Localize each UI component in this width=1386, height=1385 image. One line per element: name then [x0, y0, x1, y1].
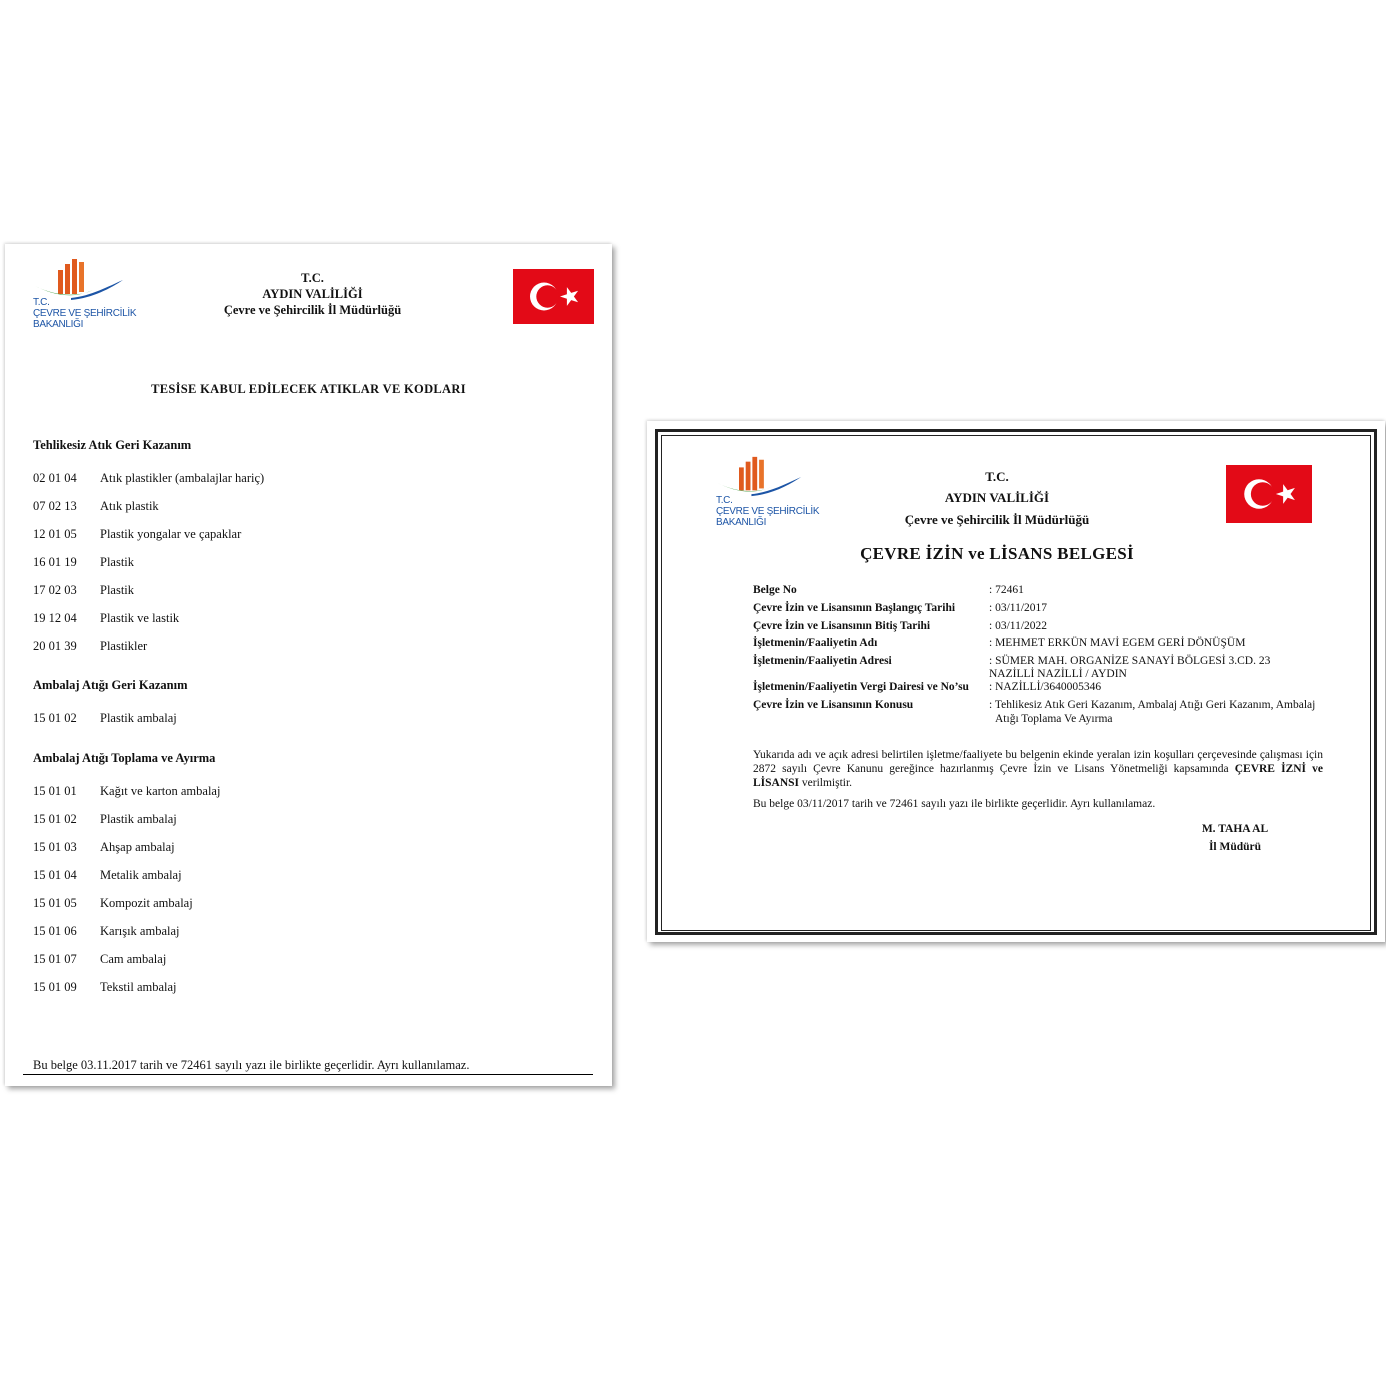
- list-item: [33, 952, 166, 967]
- section-title: Tehlikesiz Atık Geri Kazanım: [33, 438, 192, 452]
- logo-caption-ministry: ÇEVRE VE ŞEHİRCİLİK: [33, 308, 137, 319]
- certificate-validity-note: Bu belge 03/11/2017 tarih ve 72461 sayılı yazı ile birlikte geçerlidir. Ayrı kullanılamaz.: [753, 798, 1156, 810]
- list-item: [33, 840, 175, 855]
- waste-name: Plastikler: [100, 639, 148, 653]
- waste-name: Metalik ambalaj: [100, 868, 182, 882]
- waste-name: Atık plastik: [100, 499, 159, 513]
- list-item: [33, 980, 177, 995]
- field-label: Çevre İzin ve Lisansının Konusu: [753, 699, 914, 711]
- field-label: Çevre İzin ve Lisansının Bitiş Tarihi: [753, 620, 931, 632]
- field-label: İşletmenin/Faaliyetin Adı: [753, 637, 878, 649]
- waste-codes-document: [5, 244, 612, 1086]
- field-label: Çevre İzin ve Lisansının Başlangıç Tarihi: [753, 602, 956, 614]
- header-mudurluk: Çevre ve Şehircilik İl Müdürlüğü: [223, 303, 402, 317]
- waste-code: 15 01 01: [33, 784, 77, 798]
- field-label: İşletmenin/Faaliyetin Vergi Dairesi ve No’su: [753, 681, 969, 693]
- logo-caption-ministry: ÇEVRE VE ŞEHİRCİLİK: [716, 506, 820, 517]
- list-item: [33, 784, 220, 799]
- list-item: [33, 711, 177, 726]
- waste-code: 16 01 19: [33, 555, 77, 569]
- field-value: : Tehlikesiz Atık Geri Kazanım, Ambalaj Atığı Geri Kazanım, Ambalaj: [989, 699, 1316, 711]
- waste-name: Kağıt ve karton ambalaj: [100, 784, 221, 798]
- left-doc-title: TESİSE KABUL EDİLECEK ATIKLAR VE KODLARI: [151, 382, 466, 396]
- waste-code: 15 01 06: [33, 924, 77, 938]
- waste-name: Ahşap ambalaj: [100, 840, 175, 854]
- waste-code: 15 01 09: [33, 980, 77, 994]
- signatory-title: İl Müdürü: [1208, 841, 1262, 853]
- header-valilik: AYDIN VALİLİĞİ: [262, 287, 363, 301]
- waste-name: Plastik ve lastik: [100, 611, 180, 625]
- waste-code: 15 01 03: [33, 840, 77, 854]
- header-mudurluk: Çevre ve Şehircilik İl Müdürlüğü: [904, 512, 1090, 527]
- field-value-continued: Atığı Toplama Ve Ayırma: [995, 713, 1113, 725]
- list-item: [33, 611, 179, 626]
- footer-divider: [23, 1074, 593, 1075]
- header-tc: T.C.: [985, 469, 1009, 484]
- logo-caption-bakanlik: BAKANLIĞI: [716, 517, 767, 528]
- certificate-title: ÇEVRE İZİN ve LİSANS BELGESİ: [860, 544, 1134, 563]
- signatory-name: M. TAHA AL: [1201, 823, 1269, 835]
- list-item: [33, 896, 193, 911]
- waste-code: 15 01 02: [33, 711, 77, 725]
- field-value-continued: NAZİLLİ NAZİLLİ / AYDIN: [989, 668, 1127, 680]
- list-item: [33, 639, 147, 654]
- list-item: [33, 499, 159, 514]
- waste-name: Plastik: [100, 583, 135, 597]
- waste-code: 12 01 05: [33, 527, 77, 541]
- paragraph-text-end: verilmiştir.: [799, 777, 853, 789]
- section-title: Ambalaj Atığı Toplama ve Ayırma: [33, 751, 216, 765]
- waste-code: 07 02 13: [33, 499, 77, 513]
- field-value: : 03/11/2022: [989, 620, 1048, 632]
- list-item: [33, 583, 134, 598]
- header-valilik: AYDIN VALİLİĞİ: [944, 490, 1050, 505]
- waste-name: Kompozit ambalaj: [100, 896, 193, 910]
- license-certificate: [647, 421, 1385, 942]
- list-item: [33, 527, 241, 542]
- waste-name: Plastik ambalaj: [100, 711, 177, 725]
- turkish-flag: [513, 269, 594, 324]
- waste-name: Tekstil ambalaj: [100, 980, 177, 994]
- ministry-logo-icon: [31, 256, 131, 302]
- logo-caption-tc: T.C.: [33, 297, 50, 308]
- ministry-logo-icon: [713, 454, 809, 498]
- waste-code: 15 01 07: [33, 952, 77, 966]
- field-value: : 03/11/2017: [989, 602, 1048, 614]
- waste-code: 17 02 03: [33, 583, 77, 597]
- ministry-logo: [713, 454, 809, 498]
- waste-name: Karışık ambalaj: [100, 924, 180, 938]
- field-value: : 72461: [989, 584, 1024, 596]
- waste-code: 20 01 39: [33, 639, 77, 653]
- waste-code: 15 01 05: [33, 896, 77, 910]
- logo-caption-tc: T.C.: [716, 495, 733, 506]
- waste-name: Atık plastikler (ambalajlar hariç): [100, 471, 265, 485]
- field-value: : MEHMET ERKÜN MAVİ EGEM GERİ DÖNÜŞÜM: [989, 637, 1246, 649]
- field-label: Belge No: [753, 584, 797, 596]
- waste-code: 15 01 02: [33, 812, 77, 826]
- paragraph-bold-text: ÇEVRE İZNİ ve LİSANSI: [753, 763, 1323, 789]
- paragraph-text: Yukarıda adı ve açık adresi belirtilen işletme/faaliyete bu belgenin ekinde yeralan izin koşulları çerçevesinde çalışması için 2872 sayılı Çevre Kanunu gereğince hazırlanmış Çevre İzin ve Lisans Yönetmeliği kapsamında: [753, 749, 1323, 775]
- header-tc: T.C.: [301, 271, 324, 285]
- field-value: : NAZİLLİ/3640005346: [989, 681, 1102, 693]
- list-item: [33, 471, 264, 486]
- certificate-paragraph: [753, 748, 1323, 790]
- section-title: Ambalaj Atığı Geri Kazanım: [33, 678, 188, 692]
- list-item: [33, 924, 180, 939]
- field-value: : SÜMER MAH. ORGANİZE SANAYİ BÖLGESİ 3.CD. 23: [989, 655, 1271, 667]
- waste-code: 19 12 04: [33, 611, 77, 625]
- crescent-star-icon: [1226, 465, 1312, 523]
- list-item: [33, 812, 177, 827]
- logo-caption-bakanlik: BAKANLIĞI: [33, 319, 84, 330]
- turkish-flag: [1226, 465, 1312, 523]
- list-item: [33, 555, 134, 570]
- ministry-logo: [31, 256, 131, 302]
- waste-name: Plastik yongalar ve çapaklar: [100, 527, 242, 541]
- waste-name: Plastik: [100, 555, 135, 569]
- waste-name: Plastik ambalaj: [100, 812, 177, 826]
- waste-code: 15 01 04: [33, 868, 77, 882]
- list-item: [33, 868, 182, 883]
- waste-code: 02 01 04: [33, 471, 77, 485]
- waste-name: Cam ambalaj: [100, 952, 167, 966]
- left-doc-footer: Bu belge 03.11.2017 tarih ve 72461 sayılı yazı ile birlikte geçerlidir. Ayrı kullanılamaz.: [33, 1058, 470, 1072]
- field-label: İşletmenin/Faaliyetin Adresi: [753, 655, 892, 667]
- crescent-star-icon: [513, 269, 594, 324]
